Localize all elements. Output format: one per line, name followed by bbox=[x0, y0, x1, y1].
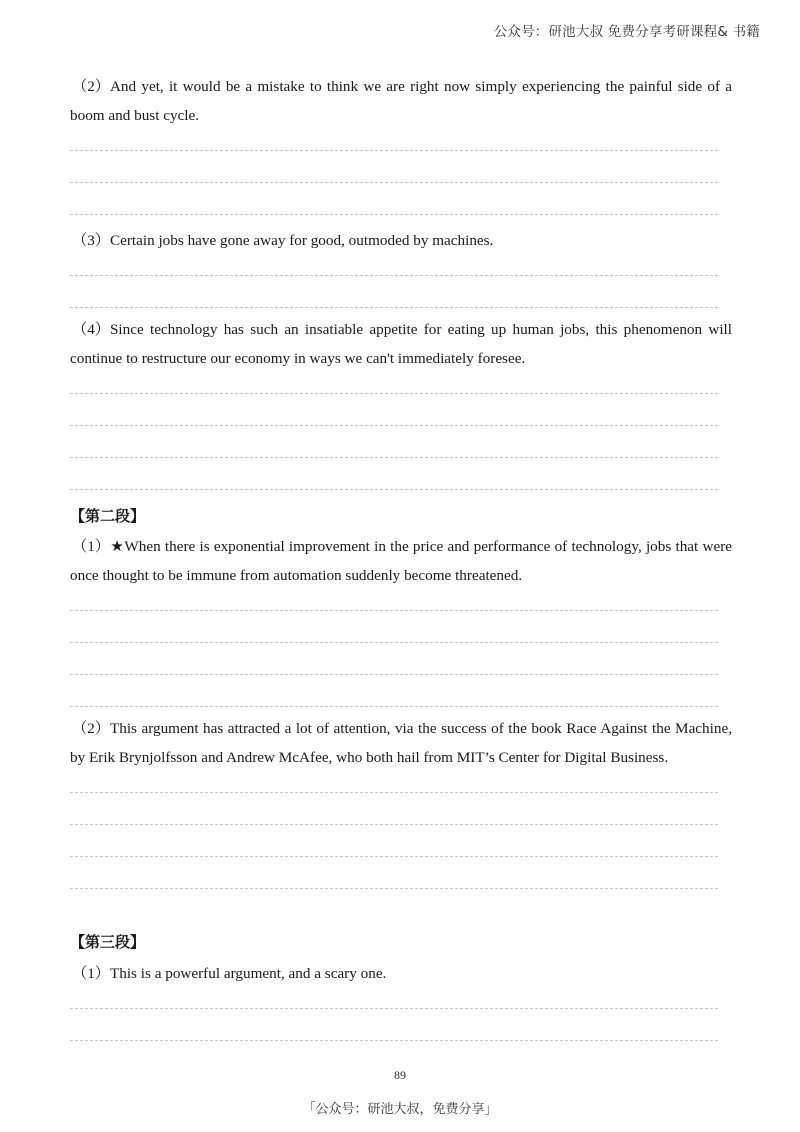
sentence-text: Certain jobs have gone away for good, outmoded by machines. bbox=[109, 232, 494, 249]
answer-line bbox=[70, 856, 718, 857]
answer-line bbox=[70, 425, 718, 426]
answer-line bbox=[70, 489, 718, 490]
exercise-sentence bbox=[70, 315, 732, 373]
exercise-sentence bbox=[70, 72, 732, 130]
translation-exercise-item bbox=[70, 714, 732, 889]
answer-line bbox=[70, 610, 718, 611]
answer-line bbox=[70, 706, 718, 707]
answer-line bbox=[70, 150, 718, 151]
sentence-text: Since technology has such an insatiable appetite for eating up human jobs, this phenomenon will continue to restructure our economy in ways we can't immediately foresee. bbox=[70, 321, 732, 367]
translation-exercise-item bbox=[70, 226, 732, 308]
answer-line bbox=[70, 642, 718, 643]
item-number: （2） bbox=[72, 720, 110, 737]
footer-watermark-note: 「公众号：研池大叔，免费分享」 bbox=[302, 1102, 498, 1117]
page-number: 89 bbox=[394, 1068, 406, 1082]
answer-line bbox=[70, 457, 718, 458]
section-heading: 【第二段】 bbox=[70, 507, 146, 525]
item-number: （1） bbox=[72, 965, 110, 982]
answer-line bbox=[70, 792, 718, 793]
answer-line bbox=[70, 182, 718, 183]
item-number: （3） bbox=[72, 232, 110, 249]
exercise-sentence bbox=[70, 959, 732, 988]
exercise-sentence bbox=[70, 226, 732, 255]
answer-line bbox=[70, 1040, 718, 1041]
exercise-sentence bbox=[70, 714, 732, 772]
translation-exercise-item bbox=[70, 72, 732, 215]
answer-line bbox=[70, 888, 718, 889]
answer-line bbox=[70, 824, 718, 825]
section-heading: 【第三段】 bbox=[70, 933, 146, 951]
section-2 bbox=[70, 505, 732, 527]
sentence-text: This argument has attracted a lot of attention, via the success of the book Race Against the Machine, by Erik Brynjolfsson and Andrew McAfee, who both hail from MIT’s Center for Digital Business. bbox=[70, 720, 732, 766]
header-watermark-note: 公众号：研池大叔 免费分享考研课程& 书籍 bbox=[493, 24, 760, 40]
translation-exercise-item bbox=[70, 959, 732, 1041]
translation-exercise-item bbox=[70, 532, 732, 707]
sentence-text: This is a powerful argument, and a scary one. bbox=[109, 965, 387, 982]
translation-exercise-item bbox=[70, 315, 732, 490]
answer-line bbox=[70, 1008, 718, 1009]
answer-line bbox=[70, 393, 718, 394]
answer-line bbox=[70, 275, 718, 276]
answer-line bbox=[70, 674, 718, 675]
section-3 bbox=[70, 931, 732, 953]
item-number: （2） bbox=[72, 78, 110, 95]
exercise-sentence bbox=[70, 532, 732, 590]
answer-line bbox=[70, 214, 718, 215]
item-number: （4） bbox=[72, 321, 110, 338]
sentence-text: And yet, it would be a mistake to think we are right now simply experiencing the painful side of a boom and bust cycle. bbox=[70, 78, 732, 124]
item-number: （1） bbox=[72, 538, 110, 555]
answer-line bbox=[70, 307, 718, 308]
sentence-text: ★When there is exponential improvement in the price and performance of technology, jobs that were once thought to be immune from automation suddenly become threatened. bbox=[70, 538, 732, 584]
